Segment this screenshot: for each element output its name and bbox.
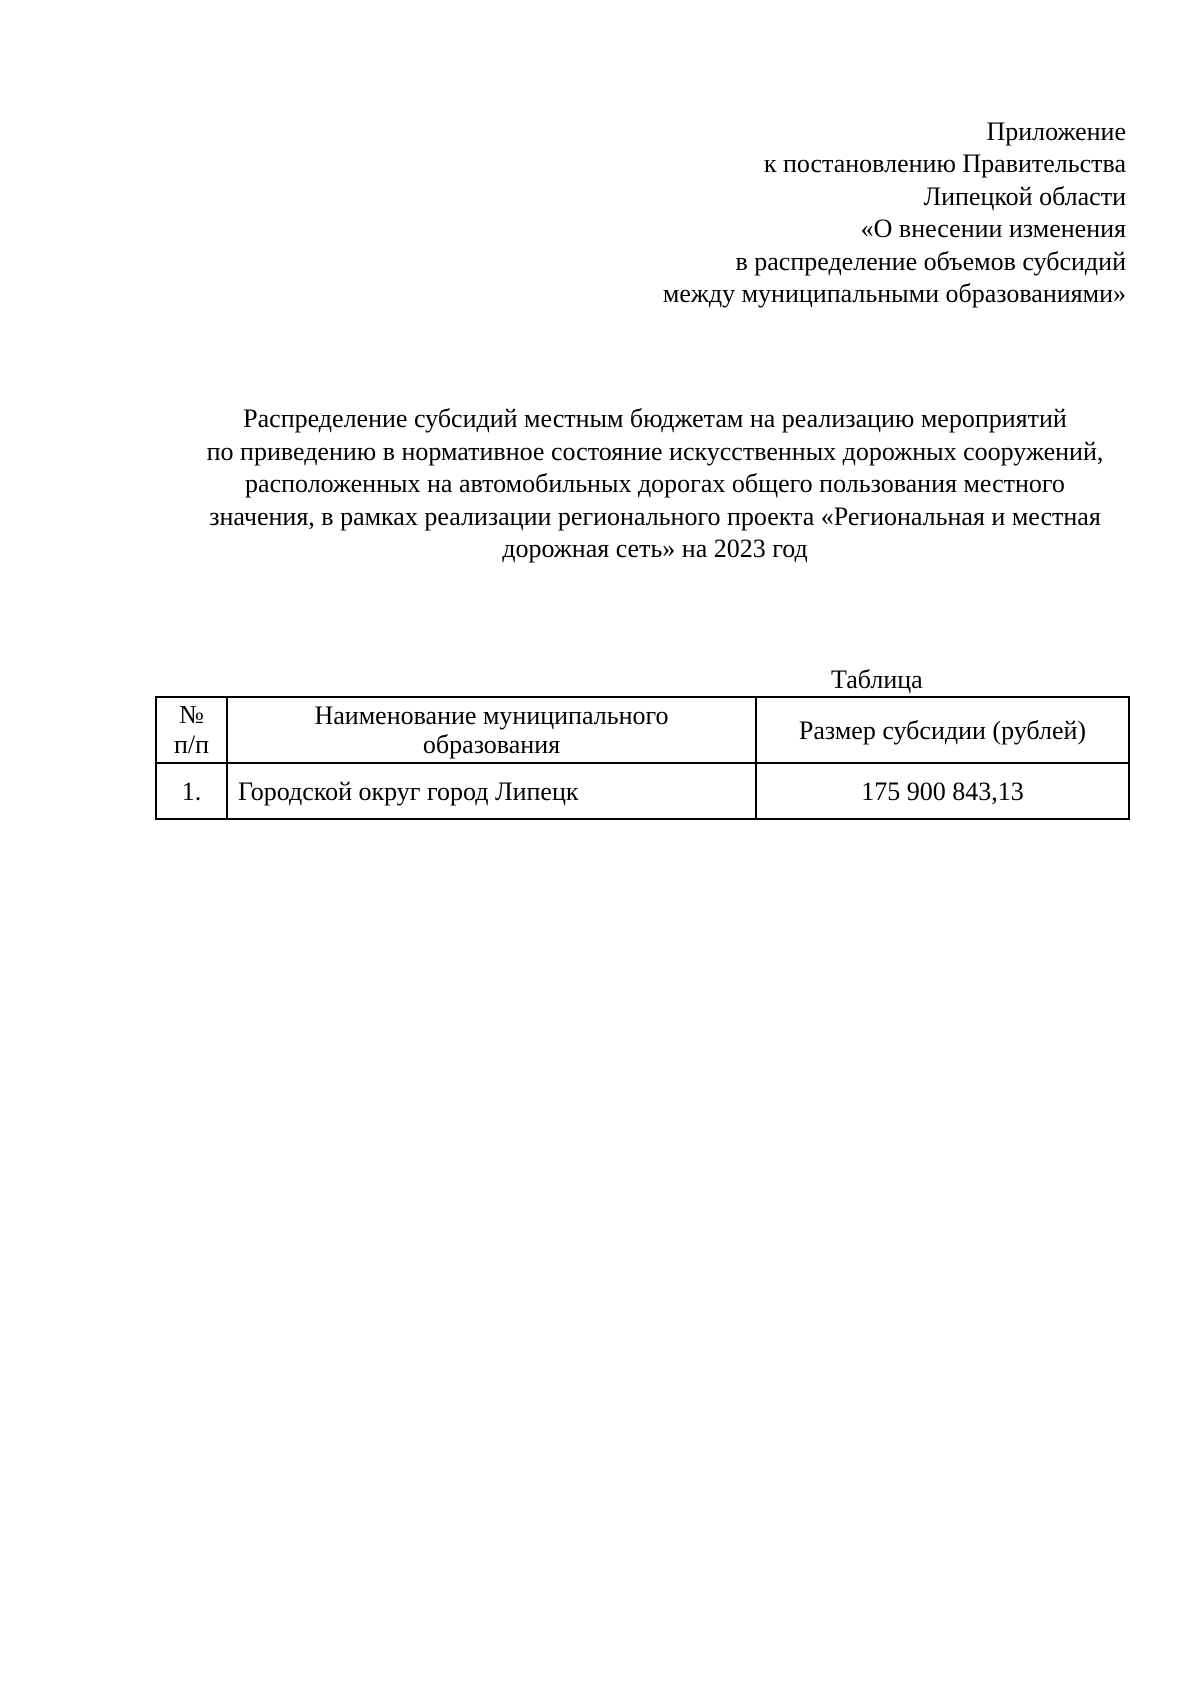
appendix-line: между муниципальными образованиями» [662, 279, 1126, 309]
title-line: Распределение субсидий местным бюджетам на реализацию мероприятий [243, 404, 1067, 433]
appendix-line: Липецкой области [923, 181, 1126, 211]
appendix-line: в распределение объемов субсидий [735, 246, 1126, 276]
table-caption: Таблица [831, 665, 923, 694]
header-municipality [227, 697, 756, 763]
title-line: дорожная сеть» на 2023 год [502, 534, 808, 563]
header-amount: Размер субсидии (рублей) [756, 697, 1129, 763]
appendix-line: Приложение [986, 117, 1126, 146]
header-municipality-line1: Наименование муниципального [314, 701, 669, 730]
document-title [150, 403, 1160, 566]
appendix-block [663, 116, 1126, 310]
appendix-line: «О внесении изменения [860, 214, 1126, 244]
appendix-line: к постановлению Правительства [763, 149, 1126, 179]
header-municipality-line2: образования [422, 730, 561, 759]
subsidy-table [155, 696, 1130, 820]
title-line: расположенных на автомобильных дорогах общего пользования местного [245, 469, 1065, 498]
header-number-line2: п/п [173, 730, 210, 759]
cell-municipality: Городской округ город Липецк [227, 763, 756, 819]
header-number-line1: № [179, 700, 204, 729]
title-line: по приведению в нормативное состояние искусственных дорожных сооружений, [206, 436, 1104, 466]
table-row [156, 763, 1129, 819]
header-number [156, 697, 227, 763]
table-header-row [156, 697, 1129, 763]
cell-amount: 175 900 843,13 [756, 763, 1129, 819]
title-line: значения, в рамках реализации регионального проекта «Региональная и местная [209, 501, 1101, 531]
cell-number: 1. [156, 763, 227, 819]
